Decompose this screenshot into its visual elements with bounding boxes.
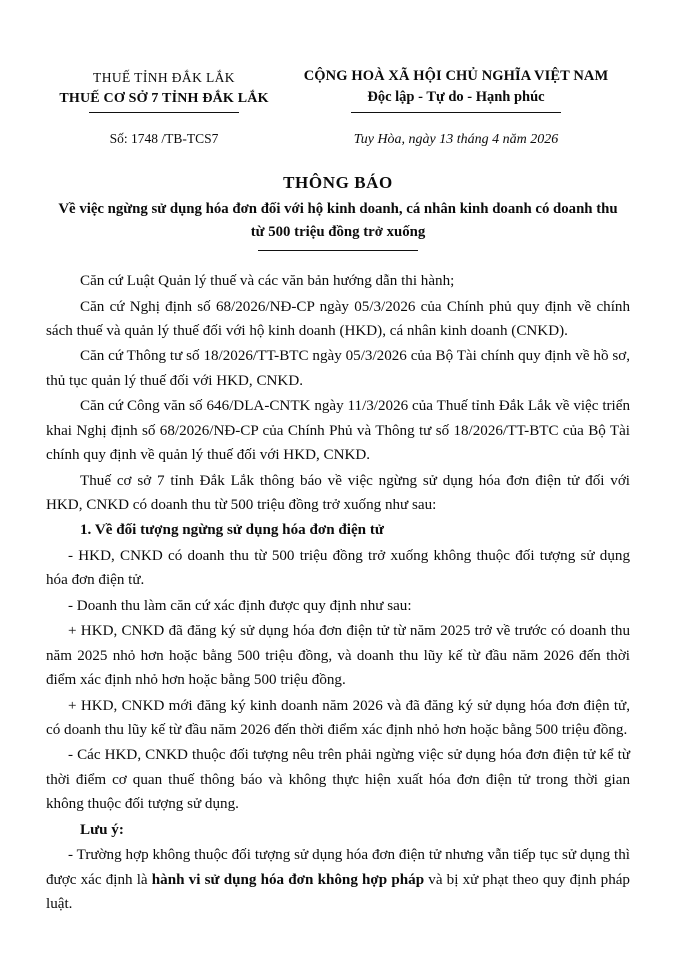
document-subtitle: Về việc ngừng sử dụng hóa đơn đối với hộ kinh doanh, cá nhân kinh doanh có doanh thu từ 500 triệu đồng trở xuống [58,201,618,241]
paragraph-legal-basis-2: Căn cứ Nghị định số 68/2026/NĐ-CP ngày 05/3/2026 của Chính phủ quy định về chính sách thuế và quản lý thuế đối với hộ kinh doanh (HKD), cá nhân kinh doanh (CNKD). [46,298,630,339]
paragraph-legal-basis-1: Căn cứ Luật Quản lý thuế và các văn bản hướng dẫn thi hành; [80,273,455,290]
document-header [46,60,630,150]
paragraph-case-2: + HKD, CNKD mới đăng ký kinh doanh năm 2026 và đã đăng ký sử dụng hóa đơn điện tử, có doanh thu lũy kế từ đầu năm 2026 đến thời điểm xác định nhỏ hơn hoặc bằng 500 triệu đồng. [46,697,630,738]
authority-underline [89,112,239,113]
province-tax-office-label: THUẾ TỈNH ĐẮK LẮK [93,70,235,85]
note-text-emphasis: hành vi sử dụng hóa đơn không hợp pháp [151,871,425,888]
paragraph-scope-1: - HKD, CNKD có doanh thu từ 500 triệu đồng trở xuống không thuộc đối tượng sử dụng hóa đơn điện tử. [46,547,630,589]
title-underline [258,250,418,251]
national-heading-underline [351,112,561,113]
national-heading-block [282,60,630,150]
paragraph-stop-usage: - Các HKD, CNKD thuộc đối tượng nêu trên phải ngừng việc sử dụng hóa đơn điện tử kể từ thời điểm cơ quan thuế thông báo và không thực hiện xuất hóa đơn điện tử trong thời gian không thuộc đối tượng sử dụng. [46,747,630,813]
note-label: Lưu ý: [80,821,124,838]
note-text-part2: và bị xử phạt theo quy định pháp luật. [46,871,630,913]
local-tax-office-label: THUẾ CƠ SỞ 7 TỈNH ĐẮK LẮK [59,91,269,107]
national-motto-label: Độc lập - Tự do - Hạnh phúc [367,89,545,106]
paragraph-legal-basis-3: Căn cứ Thông tư số 18/2026/TT-BTC ngày 05/3/2026 của Bộ Tài chính quy định về hồ sơ, thủ tục quản lý thuế đối với HKD, CNKD. [46,348,630,389]
country-name-label: CỘNG HOÀ XÃ HỘI CHỦ NGHĨA VIỆT NAM [303,68,609,84]
paragraph-scope-2: - Doanh thu làm căn cứ xác định được quy định như sau: [68,597,412,614]
section-1-heading: 1. Về đối tượng ngừng sử dụng hóa đơn điện tử [80,522,384,539]
paragraph-case-1: + HKD, CNKD đã đăng ký sử dụng hóa đơn điện tử từ năm 2025 trở về trước có doanh thu năm 2025 nhỏ hơn hoặc bằng 500 triệu đồng, và doanh thu lũy kế từ đầu năm 2026 đến thời điểm xác định nhỏ hơn hoặc bằng 500 triệu đồng. [46,623,630,689]
paragraph-legal-basis-4: Căn cứ Công văn số 646/DLA-CNTK ngày 11/3/2026 của Thuế tỉnh Đắk Lắk về việc triển khai Nghị định số 68/2026/NĐ-CP của Chính Phủ và Thông tư số 18/2026/TT-BTC của Bộ Tài chính quy định về quản lý thuế đối với HKD, CNKD. [46,398,630,464]
paragraph-announcement-intro: Thuế cơ sở 7 tỉnh Đắk Lắk thông báo về việc ngừng sử dụng hóa đơn điện tử đối với HKD, CNKD có doanh thu từ 500 triệu đồng trở xuống như sau: [46,472,630,514]
document-body [46,269,630,916]
note-text-part1: - Trường hợp không thuộc đối tượng sử dụng hóa đơn điện tử nhưng vẫn tiếp tục sử dụng thì được xác định là [46,847,630,888]
paragraph-note-penalty [46,843,630,916]
document-number: Số: 1748 /TB-TCS7 [109,131,219,147]
page-title: THÔNG BÁO [283,172,393,192]
place-and-date: Tuy Hòa, ngày 13 tháng 4 năm 2026 [353,131,559,147]
issuing-authority-block [46,60,282,150]
document-title-block [46,170,630,251]
